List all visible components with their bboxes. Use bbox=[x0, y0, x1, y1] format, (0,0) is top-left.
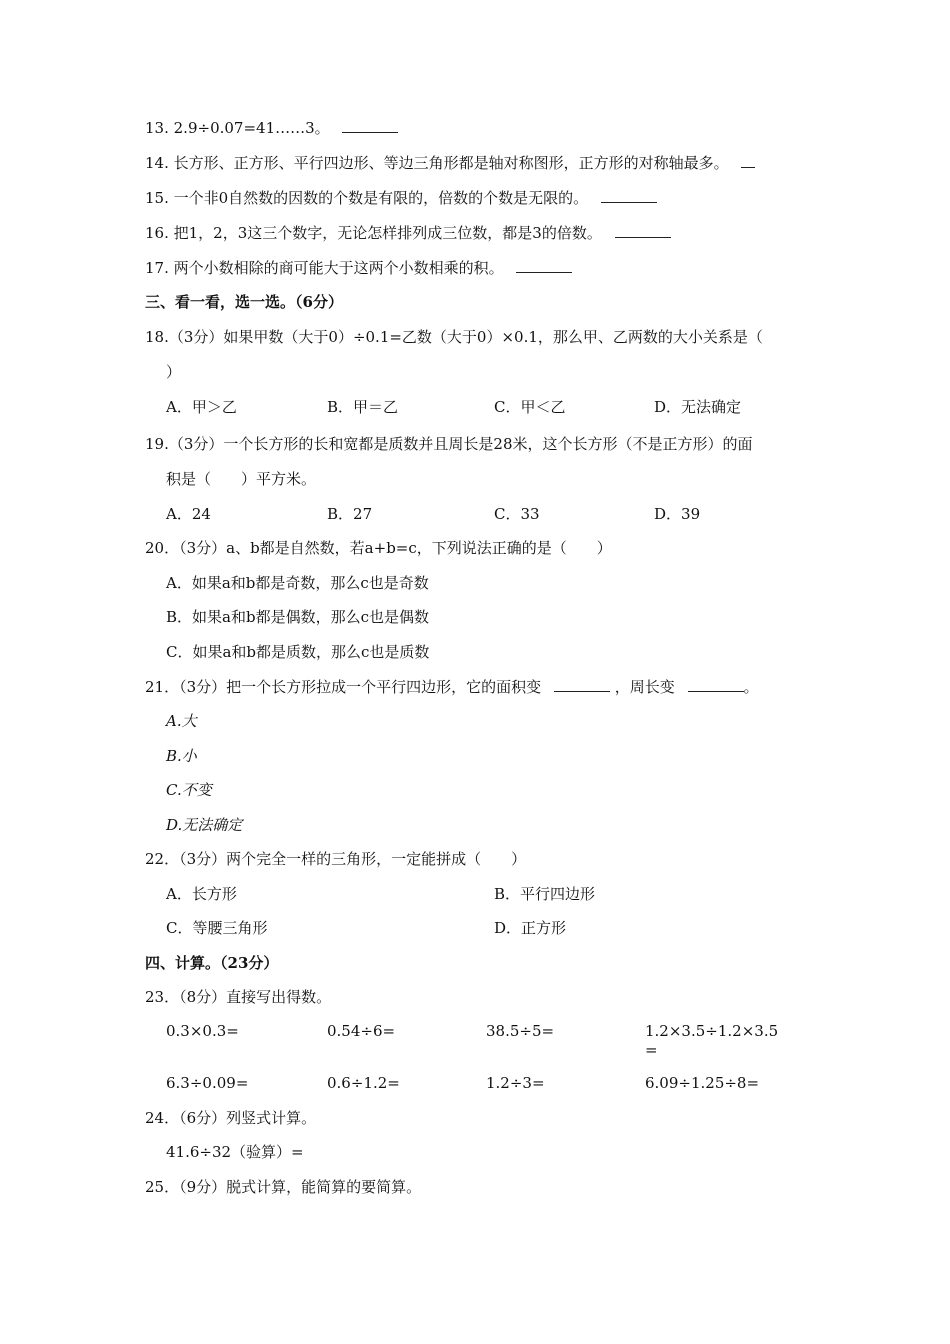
section-4-title: 四、计算。（23分） bbox=[145, 954, 279, 972]
q20-option-a[interactable]: A．如果a和b都是奇数，那么c也是奇数 bbox=[166, 574, 429, 592]
q21-option-c[interactable]: C.不变 bbox=[166, 781, 212, 799]
question-25-stem: 25．（9分）脱式计算，能简算的要简算。 bbox=[145, 1178, 422, 1196]
calc-item: 38.5÷5= bbox=[486, 1022, 555, 1040]
question-text: ，周长变 bbox=[614, 678, 675, 696]
q20-option-b[interactable]: B．如果a和b都是偶数，那么c也是偶数 bbox=[166, 608, 429, 626]
question-18-stem: 18.（3分）如果甲数（大于0）÷0.1=乙数（大于0）×0.1，那么甲、乙两数的大小关系是（ bbox=[145, 328, 763, 346]
q22-option-a[interactable]: A．长方形 bbox=[166, 885, 237, 903]
q19-option-d[interactable]: D．39 bbox=[654, 505, 701, 523]
question-23-stem: 23．（8分）直接写出得数。 bbox=[145, 988, 332, 1006]
question-13 bbox=[145, 118, 398, 138]
question-21-stem bbox=[145, 677, 759, 697]
question-18-stem-cont: ） bbox=[166, 363, 182, 381]
calc-expression: 41.6÷32（验算）= bbox=[166, 1143, 304, 1161]
q21-option-a[interactable]: A.大 bbox=[166, 712, 197, 730]
q20-option-c[interactable]: C．如果a和b都是质数，那么c也是质数 bbox=[166, 643, 430, 661]
question-number: 15. bbox=[145, 189, 169, 207]
question-19-stem-cont: 积是（ ）平方米。 bbox=[166, 470, 317, 488]
question-text: 两个小数相除的商可能大于这两个小数相乘的积。 bbox=[173, 259, 504, 277]
question-number: 17. bbox=[145, 259, 169, 277]
area-blank[interactable] bbox=[554, 677, 610, 692]
answer-blank[interactable] bbox=[601, 188, 657, 203]
calc-item: 0.3×0.3= bbox=[166, 1022, 239, 1040]
q21-option-b[interactable]: B.小 bbox=[166, 747, 197, 765]
calc-item: 6.3÷0.09= bbox=[166, 1074, 249, 1092]
q19-option-c[interactable]: C．33 bbox=[494, 505, 540, 523]
question-15 bbox=[145, 188, 657, 208]
calc-item: 6.09÷1.25÷8= bbox=[645, 1074, 760, 1092]
q19-option-a[interactable]: A．24 bbox=[166, 505, 211, 523]
q22-option-c[interactable]: C．等腰三角形 bbox=[166, 919, 268, 937]
question-text: 长方形、正方形、平行四边形、等边三角形都是轴对称图形，正方形的对称轴最多。 bbox=[173, 154, 729, 172]
section-3-title: 三、看一看，选一选。（6分） bbox=[145, 293, 343, 311]
q18-option-a[interactable]: A．甲＞乙 bbox=[166, 398, 237, 416]
calc-item: 1.2÷3= bbox=[486, 1074, 545, 1092]
question-17 bbox=[145, 258, 572, 278]
question-16 bbox=[145, 223, 671, 243]
answer-blank[interactable] bbox=[741, 153, 755, 168]
question-number: 13. bbox=[145, 119, 169, 137]
q19-option-b[interactable]: B．27 bbox=[327, 505, 373, 523]
question-22-stem: 22．（3分）两个完全一样的三角形，一定能拼成（ ） bbox=[145, 850, 527, 868]
answer-blank[interactable] bbox=[615, 223, 671, 238]
calc-item: 1.2×3.5÷1.2×3.5 bbox=[645, 1022, 779, 1040]
question-20-stem: 20．（3分）a、b都是自然数，若a+b=c，下列说法正确的是（ ） bbox=[145, 539, 612, 557]
q18-option-d[interactable]: D．无法确定 bbox=[654, 398, 742, 416]
answer-blank[interactable] bbox=[516, 258, 572, 273]
calc-item-wrap: = bbox=[645, 1041, 658, 1059]
question-text: 。 bbox=[743, 678, 759, 696]
q18-option-c[interactable]: C．甲＜乙 bbox=[494, 398, 566, 416]
question-14 bbox=[145, 153, 755, 173]
question-24-stem: 24．（6分）列竖式计算。 bbox=[145, 1109, 317, 1127]
answer-blank[interactable] bbox=[342, 118, 398, 133]
question-text: 把1，2，3这三个数字，无论怎样排列成三位数，都是3的倍数。 bbox=[173, 224, 602, 242]
calc-item: 0.54÷6= bbox=[327, 1022, 396, 1040]
question-text: 21．（3分）把一个长方形拉成一个平行四边形，它的面积变 bbox=[145, 678, 542, 696]
perimeter-blank[interactable] bbox=[688, 677, 744, 692]
q21-option-d[interactable]: D.无法确定 bbox=[166, 816, 243, 834]
question-text: 2.9÷0.07=41……3。 bbox=[173, 119, 330, 137]
q22-option-d[interactable]: D．正方形 bbox=[494, 919, 567, 937]
question-text: 一个非0自然数的因数的个数是有限的，倍数的个数是无限的。 bbox=[173, 189, 589, 207]
q22-option-b[interactable]: B．平行四边形 bbox=[494, 885, 596, 903]
question-number: 14. bbox=[145, 154, 169, 172]
question-19-stem: 19.（3分）一个长方形的长和宽都是质数并且周长是28米，这个长方形（不是正方形）的面 bbox=[145, 435, 753, 453]
calc-item: 0.6÷1.2= bbox=[327, 1074, 400, 1092]
q18-option-b[interactable]: B．甲＝乙 bbox=[327, 398, 399, 416]
question-number: 16. bbox=[145, 224, 169, 242]
